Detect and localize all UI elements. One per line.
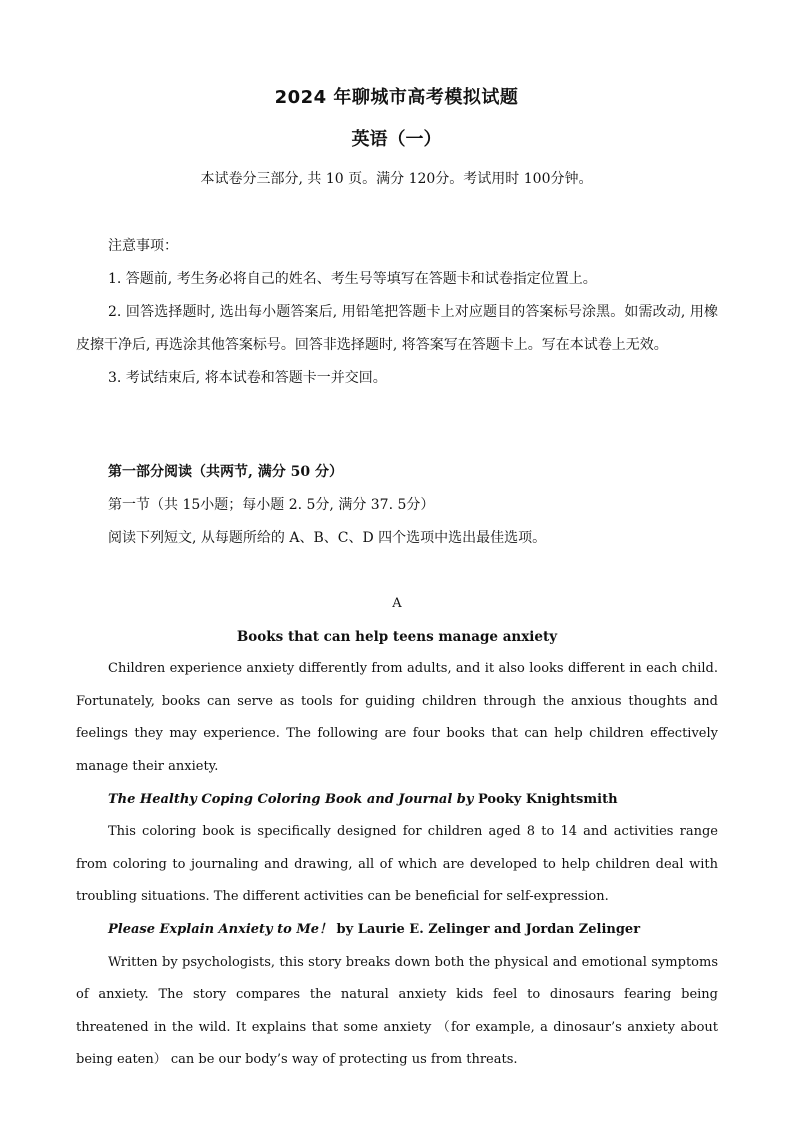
part-one-section: [76, 456, 718, 555]
book-2-line: [76, 914, 718, 947]
notes-label: 注意事项：: [108, 238, 178, 254]
note-item-2: 2. 回答选择题时, 选出每小题答案后, 用铅笔把答题卡上对应题目的答案标号涂黑。如需改动, 用橡皮擦干净后, 再选涂其他答案标号。回答非选择题时, 将答案写在答题卡上。写在本试卷上无效。: [76, 304, 718, 353]
book-2-by: by: [332, 921, 358, 937]
part-title: 第一部分阅读（共两节, 满分 50 分）: [108, 464, 343, 480]
book-1-description: This coloring book is specifically designed for children aged 8 to 14 and activities range from coloring to journaling and drawing, all of which are developed to help children deal with troubling situations. The different activities can be beneficial for self-expression.: [76, 824, 718, 905]
passage-intro: Children experience anxiety differently from adults, and it also looks different in each child. Fortunately, books can serve as tools for guiding children through the anxious thoughts and feelings they may experience. The following are four books that can help children effectively manage their anxiety.: [76, 661, 718, 774]
book-1-line: [76, 784, 718, 817]
note-item-1: 1. 答题前, 考生务必将自己的姓名、考生号等填写在答题卡和试卷指定位置上。: [108, 271, 597, 287]
book-1-by: by: [452, 791, 478, 807]
book-1-author: Pooky Knightsmith: [477, 791, 618, 807]
passage-letter: A: [392, 596, 402, 611]
section-instruction: 阅读下列短文, 从每题所给的 A、B、C、D 四个选项中选出最佳选项。: [108, 530, 547, 546]
book-2-title: Please Explain Anxiety to Me！: [108, 921, 332, 937]
section-title: 第一节（共 15小题；每小题 2. 5分, 满分 37. 5分）: [108, 497, 435, 513]
exam-title: 2024 年聊城市高考模拟试题: [274, 87, 519, 108]
notes-section: [76, 230, 718, 395]
book-2-author: Laurie E. Zelinger and Jordan Zelinger: [357, 921, 641, 937]
book-1-title: The Healthy Coping Coloring Book and Journal: [108, 791, 453, 807]
book-2-description: Written by psychologists, this story breaks down both the physical and emotional symptoms of anxiety. The story compares the natural anxiety kids feel to dinosaurs fearing being threatened in the wild. It explains that some anxiety （for example, a dinosaur’s anxiety about being eaten） can be our body’s way of protecting us from threats.: [76, 954, 718, 1068]
exam-intro: 本试卷分三部分, 共 10 页。满分 120分。考试用时 100分钟。: [200, 171, 593, 187]
passage-heading: Books that can help teens manage anxiety: [236, 628, 558, 645]
reading-passage-a: [76, 588, 718, 1077]
note-item-3: 3. 考试结束后, 将本试卷和答题卡一并交回。: [108, 370, 387, 386]
exam-subtitle: 英语（一）: [351, 129, 442, 150]
